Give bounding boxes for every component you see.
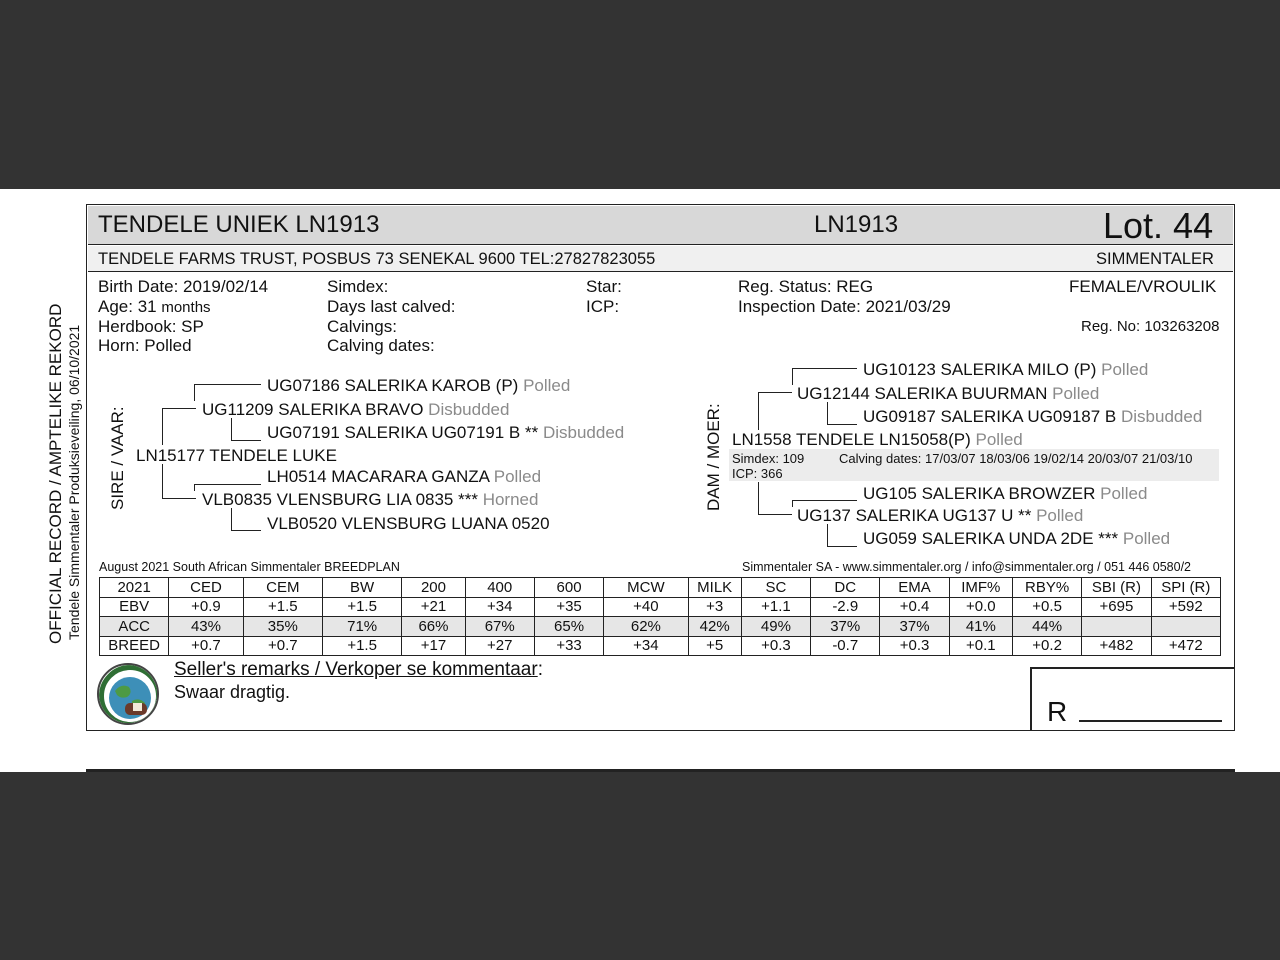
remarks-heading (174, 659, 543, 681)
pedigree-connector (231, 440, 261, 441)
horn-tag: Disbudded (1121, 407, 1203, 426)
ebv-header-cell: 400 (465, 578, 534, 598)
simmentaler-logo (97, 663, 159, 725)
ebv-value-cell (1082, 617, 1151, 637)
ebv-value-cell: +0.4 (880, 597, 949, 617)
reg-number: Reg. No: 103263208 (1081, 318, 1220, 335)
ebv-value-cell: 44% (1012, 617, 1081, 637)
calvings: Calvings: (327, 317, 397, 336)
horn-status: Horn: Polled (98, 336, 192, 355)
ebv-value-cell: 71% (322, 617, 401, 637)
ebv-value-cell (1151, 617, 1220, 637)
age-unit: months (161, 299, 211, 316)
ebv-value-cell: 41% (949, 617, 1012, 637)
pedigree-connector (194, 384, 195, 401)
ebv-header-cell: 600 (534, 578, 603, 598)
lot-number: Lot. 44 (1103, 205, 1214, 246)
birth-date: Birth Date: 2019/02/14 (98, 277, 269, 296)
ebv-value-cell: +0.2 (1012, 636, 1081, 656)
ebv-table (99, 577, 1221, 656)
sire-dam (202, 490, 538, 510)
horn-tag: Polled (1122, 529, 1171, 548)
ebv-value-cell: 49% (741, 617, 810, 637)
pedigree-name: LN1558 TENDELE LN15058(P) (732, 430, 971, 449)
calving-dates: Calving dates: (327, 336, 435, 355)
ebv-header-cell: MCW (604, 578, 688, 598)
ebv-value-cell: +34 (465, 597, 534, 617)
ebv-header-cell: SPI (R) (1151, 578, 1220, 598)
ebv-data-row (100, 597, 1221, 617)
pedigree-connector (194, 484, 261, 485)
ebv-value-cell: +1.1 (741, 597, 810, 617)
pedigree-connector (162, 498, 196, 499)
ebv-value-cell: +1.5 (243, 597, 322, 617)
dam-icp: ICP: 366 (732, 466, 783, 481)
ebv-value-cell: +5 (688, 636, 741, 656)
ebv-value-cell: +21 (402, 597, 465, 617)
dam-calving-dates: Calving dates: 17/03/07 18/03/06 19/02/14 20/03/07 21/03/10 (839, 451, 1193, 466)
pedigree-name: UG059 SALERIKA UNDA 2DE *** (863, 529, 1119, 548)
ebv-header-row (100, 578, 1221, 598)
icp-label: ICP: (586, 297, 620, 316)
dam (732, 430, 1023, 450)
ebv-value-cell: +592 (1151, 597, 1220, 617)
ebv-value-cell: 62% (604, 617, 688, 637)
ebv-value-cell: +0.5 (1012, 597, 1081, 617)
horn-tag: Disbudded (542, 423, 625, 442)
pedigree-name: LH0514 MACARARA GANZA (267, 467, 490, 486)
ebv-header-cell: MILK (688, 578, 741, 598)
days-last-calved: Days last calved: (327, 297, 456, 316)
animal-name: TENDELE UNIEK LN1913 (98, 211, 380, 238)
ebv-value-cell: 42% (688, 617, 741, 637)
pedigree-connector (792, 500, 857, 501)
pedigree-name: UG10123 SALERIKA MILO (P) (863, 360, 1097, 379)
pedigree-connector (231, 418, 232, 440)
sire-dam-dam: VLB0520 VLENSBURG LUANA 0520 (267, 514, 550, 533)
sire-sire-dam (267, 423, 624, 443)
ebv-header-cell: EMA (880, 578, 949, 598)
pedigree-name: UG12144 SALERIKA BUURMAN (797, 384, 1048, 403)
pedigree-name: UG09187 SALERIKA UG09187 B (863, 407, 1117, 426)
pedigree-connector (231, 508, 232, 530)
ebv-value-cell: 37% (811, 617, 880, 637)
price-box-border (1031, 667, 1235, 669)
sire-sire-sire (267, 376, 570, 396)
age (98, 297, 211, 317)
pedigree-name: UG105 SALERIKA BROWZER (863, 484, 1096, 503)
ebv-value-cell: +0.7 (243, 636, 322, 656)
pedigree-connector (827, 424, 857, 425)
ebv-value-cell: +695 (1082, 597, 1151, 617)
ebv-value-cell: 66% (402, 617, 465, 637)
ebv-header-cell: CED (169, 578, 243, 598)
remarks-colon: : (537, 659, 543, 680)
dam-dam-sire (863, 484, 1147, 504)
ebv-data-row (100, 636, 1221, 656)
pedigree-connector (758, 392, 792, 393)
ebv-value-cell: +472 (1151, 636, 1220, 656)
dam-simdex: Simdex: 109 (732, 451, 805, 466)
ebv-value-cell: +1.5 (322, 597, 401, 617)
ebv-value-cell: +17 (402, 636, 465, 656)
pedigree-name: UG07191 SALERIKA UG07191 B ** (267, 423, 539, 442)
ebv-value-cell: +0.0 (949, 597, 1012, 617)
official-record-label: OFFICIAL RECORD / AMPTELIKE REKORD (46, 303, 65, 644)
sale-name-label: Tendele Simmentaler Produksieveiling, 06/10/2021 (66, 324, 82, 640)
ebv-header-cell: CEM (243, 578, 322, 598)
breed-label: SIMMENTALER (1096, 250, 1214, 268)
pedigree-connector (162, 408, 196, 409)
ebv-value-cell: +1.5 (322, 636, 401, 656)
pedigree-name: UG137 SALERIKA UG137 U ** (797, 506, 1032, 525)
horn-tag: Polled (1036, 506, 1084, 525)
ebv-header-cell: SC (741, 578, 810, 598)
horn-tag: Polled (1101, 360, 1149, 379)
sex-label: FEMALE/VROULIK (1069, 277, 1217, 296)
ebv-header-cell: RBY% (1012, 578, 1081, 598)
ebv-header-cell: SBI (R) (1082, 578, 1151, 598)
pedigree-connector (162, 464, 163, 499)
dam-sire (797, 384, 1099, 404)
ebv-value-cell: +0.9 (169, 597, 243, 617)
remarks-text: Swaar dragtig. (174, 682, 291, 702)
pedigree-connector (758, 392, 759, 430)
ebv-value-cell: +27 (465, 636, 534, 656)
ebv-header-cell: 200 (402, 578, 465, 598)
dam-dam-dam (863, 529, 1170, 549)
pedigree-connector (162, 408, 163, 445)
pedigree-connector (827, 402, 828, 424)
sire: LN15177 TENDELE LUKE (136, 446, 337, 465)
ebv-row-label: EBV (100, 597, 169, 617)
sire-dam-sire (267, 467, 541, 487)
ebv-value-cell: 65% (534, 617, 603, 637)
pedigree-connector (792, 368, 793, 385)
star-label: Star: (586, 277, 622, 296)
ebv-value-cell: +0.3 (880, 636, 949, 656)
ebv-header-cell: 2021 (100, 578, 169, 598)
animal-id: LN1913 (814, 211, 899, 238)
ebv-value-cell: 67% (465, 617, 534, 637)
ebv-header-cell: DC (811, 578, 880, 598)
pedigree-name: UG07186 SALERIKA KAROB (P) (267, 376, 519, 395)
pedigree-connector (758, 482, 759, 515)
pedigree-name: UG11209 SALERIKA BRAVO (202, 400, 424, 419)
bottom-rule (86, 769, 1235, 772)
ebv-value-cell: 43% (169, 617, 243, 637)
ebv-value-cell: 35% (243, 617, 322, 637)
breedplan-note: August 2021 South African Simmentaler BREEDPLAN (99, 560, 400, 574)
sire-sire (202, 400, 509, 420)
pedigree-connector (792, 368, 857, 369)
ebv-value-cell: +0.1 (949, 636, 1012, 656)
inspection-date: Inspection Date: 2021/03/29 (738, 297, 951, 316)
ebv-header-cell: BW (322, 578, 401, 598)
ebv-value-cell: +34 (604, 636, 688, 656)
reg-status: Reg. Status: REG (738, 277, 874, 296)
price-box-border (1030, 667, 1032, 731)
pedigree-connector (194, 384, 261, 385)
ebv-header-cell: IMF% (949, 578, 1012, 598)
simdex-label: Simdex: (327, 277, 389, 296)
ebv-value-cell: -0.7 (811, 636, 880, 656)
pedigree-name: VLB0835 VLENSBURG LIA 0835 *** (202, 490, 478, 509)
herdbook: Herdbook: SP (98, 317, 204, 336)
dam-sire-dam (863, 407, 1202, 427)
owner-details: TENDELE FARMS TRUST, POSBUS 73 SENEKAL 9600 TEL:27827823055 (98, 250, 656, 268)
ebv-value-cell: +3 (688, 597, 741, 617)
ebv-value-cell: 37% (880, 617, 949, 637)
horn-tag: Polled (523, 376, 571, 395)
ebv-value-cell: +0.3 (741, 636, 810, 656)
price-entry-line[interactable] (1079, 720, 1222, 722)
ebv-row-label: ACC (100, 617, 169, 637)
pedigree-connector (827, 524, 828, 546)
pedigree-connector (758, 514, 792, 515)
ebv-value-cell: +35 (534, 597, 603, 617)
dam-dam (797, 506, 1083, 526)
sire-label: SIRE / VAAR: (108, 406, 127, 510)
ebv-value-cell: -2.9 (811, 597, 880, 617)
horn-tag: Polled (1052, 384, 1100, 403)
horn-tag: Polled (493, 467, 542, 486)
horn-tag: Horned (482, 490, 539, 509)
ebv-value-cell: +0.7 (169, 636, 243, 656)
price-currency: R (1047, 696, 1068, 727)
dam-label: DAM / MOER: (704, 403, 723, 511)
horn-tag: Polled (1100, 484, 1148, 503)
age-value: Age: 31 (98, 297, 157, 316)
ebv-value-cell: +482 (1082, 636, 1151, 656)
ebv-row-label: BREED (100, 636, 169, 656)
pedigree-connector (827, 546, 857, 547)
association-contact: Simmentaler SA - www.simmentaler.org / info@simmentaler.org / 051 446 0580/2 (742, 560, 1192, 574)
horn-tag: Disbudded (428, 400, 510, 419)
remarks-heading-text: Seller's remarks / Verkoper se kommentaar (174, 659, 538, 680)
ebv-value-cell: +33 (534, 636, 603, 656)
dam-sire-sire (863, 360, 1148, 380)
pedigree-connector (231, 530, 261, 531)
ebv-value-cell: +40 (604, 597, 688, 617)
horn-tag: Polled (975, 430, 1023, 449)
ebv-data-row (100, 617, 1221, 637)
